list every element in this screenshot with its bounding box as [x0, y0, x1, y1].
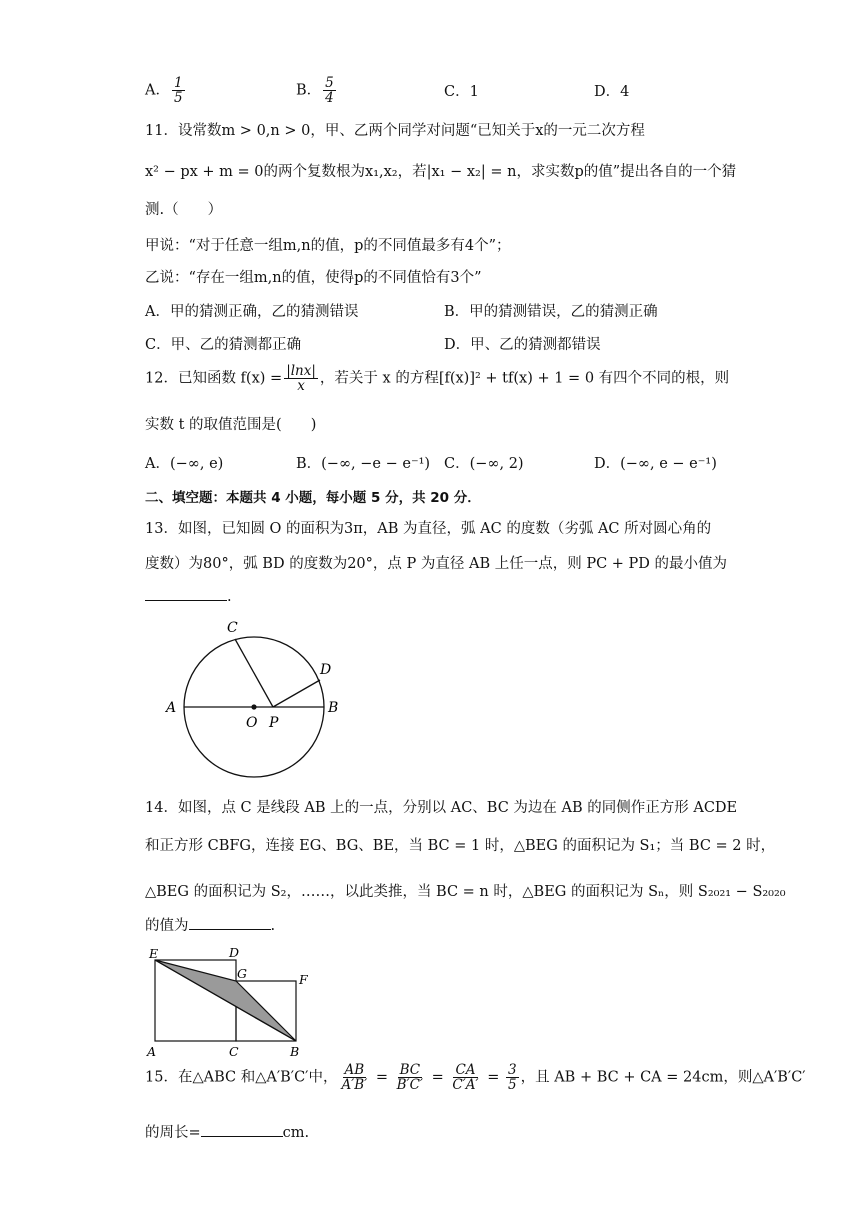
q10-option-d: D．4 — [594, 84, 630, 100]
q13-answer-blank — [145, 586, 227, 601]
q11-yi: 乙说：“存在一组m,n的值，使得p的不同值恰有3个” — [145, 270, 482, 286]
q14-line4: 的值为 . — [145, 914, 275, 935]
q13-line1: 13．如图，已知圆 O 的面积为3π，AB 为直径，弧 AC 的度数（劣弧 AC 所对圆心角的 — [145, 521, 712, 537]
label-d: D — [229, 945, 240, 960]
label-p: P — [269, 715, 279, 731]
label-o: O — [246, 715, 258, 731]
label-c: C — [229, 1044, 239, 1059]
q12-line2: 实数 t 的取值范围是( ) — [145, 417, 317, 433]
q14-squares-figure — [140, 942, 320, 1062]
q12-line1: 12．已知函数 f(x) = $\frac{|\ln x|}{x}$ ，若关于 x 的方程[f(x)]² + tf(x) + 1 = 0 有四个不同的根，则 — [145, 363, 730, 395]
label-a: A — [147, 1044, 157, 1059]
q12-option-b: B．(−∞, −e − e⁻¹) — [296, 456, 431, 472]
q13-line3: . — [145, 586, 232, 605]
q10-option-b: B． $\frac{5}{4}$ — [296, 75, 334, 107]
q11-line1: 11．设常数m > 0,n > 0，甲、乙两个同学对问题“已知关于x的一元二次方程 — [145, 123, 645, 139]
q13-circle-figure — [160, 615, 360, 785]
label-b: B — [328, 700, 339, 716]
q11-option-d: D．甲、乙的猜测都错误 — [444, 337, 601, 353]
q12-option-c: C．(−∞, 2) — [444, 456, 524, 472]
q11-line2: x² − px + m = 0的两个复数根为x₁,x₂，若|x₁ − x₂| = n，求实数p的值”提出各自的一个猜 — [145, 164, 737, 180]
q13-line2: 度数）为80°，弧 BD 的度数为20°，点 P 为直径 AB 上任一点，则 PC + PD 的最小值为 — [145, 556, 728, 572]
label-d: D — [320, 662, 332, 678]
segment-be — [155, 960, 296, 1041]
q14-line1: 14．如图，点 C 是线段 AB 上的一点，分别以 AC、BC 为边在 AB 的同侧作正方形 ACDE — [145, 800, 738, 816]
q15-line1: 15．在△ABC 和△A′B′C′中， $\frac{AB}{A'B'}$ = $\frac{BC}{B'C'}$ = $\frac{CA}{C'A'}$ = $\frac{3}{5}$ ，且 AB + BC + CA = 24cm，则△A′B′C′ — [145, 1062, 806, 1094]
q14-answer-blank — [189, 915, 271, 930]
q10-option-a: A． $\frac{1}{5}$ — [145, 75, 183, 107]
q12-option-a: A．(−∞, e) — [145, 456, 224, 472]
center-point-o — [251, 704, 256, 709]
q12-option-d: D．(−∞, e − e⁻¹) — [594, 456, 717, 472]
section-fill-blank-heading: 二、填空题：本题共 4 小题，每小题 5 分，共 20 分． — [145, 490, 481, 506]
q11-jia: 甲说：“对于任意一组m,n的值，p的不同值最多有4个”； — [145, 238, 511, 254]
q11-option-a: A．甲的猜测正确，乙的猜测错误 — [145, 304, 359, 320]
label-e: E — [149, 946, 159, 961]
segment-pd — [273, 680, 320, 707]
q15-answer-blank — [201, 1122, 283, 1137]
segment-pc — [235, 639, 273, 707]
label-c: C — [227, 620, 238, 636]
label-a: A — [166, 700, 177, 716]
q14-line2: 和正方形 CBFG，连接 EG、BG、BE，当 BC = 1 时，△BEG 的面积记为 S₁；当 BC = 2 时， — [145, 838, 776, 854]
q11-line3: 测.（ ） — [145, 202, 223, 218]
q15-line2: 的周长= cm. — [145, 1121, 309, 1142]
q11-option-c: C．甲、乙的猜测都正确 — [145, 337, 302, 353]
q10-option-c: C．1 — [444, 84, 479, 100]
label-f: F — [299, 972, 308, 987]
label-g: G — [237, 966, 247, 981]
label-b: B — [290, 1044, 300, 1059]
q14-line3: △BEG 的面积记为 S₂，……，以此类推，当 BC = n 时，△BEG 的面积记为 Sₙ，则 S₂₀₂₁ − S₂₀₂₀ — [145, 884, 786, 900]
q11-option-b: B．甲的猜测错误，乙的猜测正确 — [444, 304, 658, 320]
